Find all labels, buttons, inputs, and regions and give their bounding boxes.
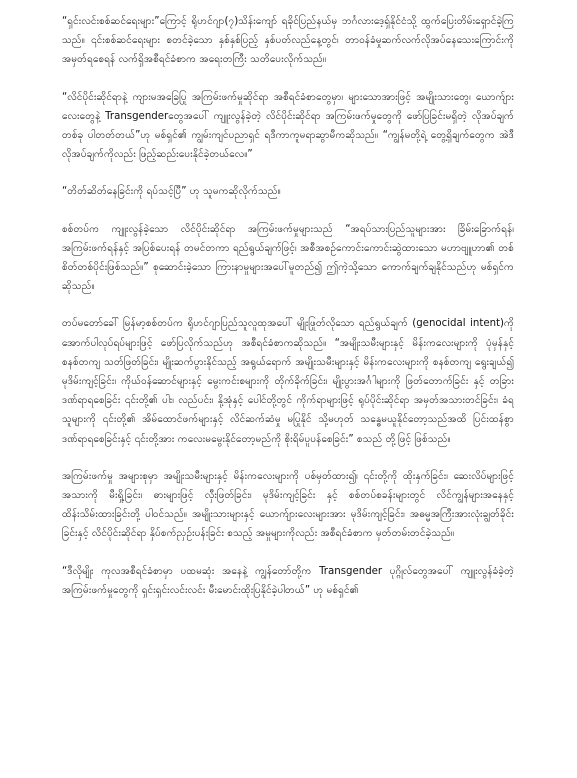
paragraph-3: “တိတ်ဆိတ်နေခြင်းကို ရပ်သင့်ပြီ” ဟု သူမကဆိုလိုက်သည်။ — [62, 186, 281, 198]
paragraph-4: စစ်တပ်က ကျူးလွန်ခဲ့သော လိင်ပိုင်းဆိုင်ရာ အကြမ်းဖက်မှုများသည် “အရပ်သားပြည်သူများအား ခြိမ်းခြောက်ရန်၊ အကြမ်းဖက်ရန်နှင့် အပြစ်ပေးရန် တမင်တကာ ရည်ရွယ်ချက်ဖြင့်၊ အစီအစဉ်ကောင်းကောင်းဆွဲထားသော မဟာဗျူဟာ၏ တစ်စိတ်တစ်ပိုင်းဖြစ်သည်။” စုဆောင်းခဲ့သော ကြားနာမှုများအပေါ်မူတည်၍ ဤကဲ့သို့သော ကောက်ချက်ချနိုင်သည်ဟု မစ်ရှင်ကဆိုသည်။ — [62, 223, 514, 293]
paragraph-6: အကြမ်းဖက်မှု အများစုမှာ အမျိုးသမီးများနှင့် မိန်းကလေးများကို ပစ်မှတ်ထား၍၊ ၎င်းတို့ကို ထိုးနှက်ခြင်း၊ ဆေးလိပ်များဖြင့် အသားကို မီးရှို့ခြင်း၊ ဓားများဖြင့် လှီးဖြတ်ခြင်း၊ မုဒိမ်းကျင့်ခြင်း နှင့် စစ်တပ်စခန်းများတွင် လိင်ကျွန်များအနေနှင့် ထိန်းသိမ်းထားခြင်းတို့ ပါဝင်သည်။ အမျိုးသားများနှင့် ယောက်ျားလေးများအား မုဒိမ်းကျင့်ခြင်း၊ အဓမ္မအကြီးအားလုံးချွတ်ခိုင်းခြင်းနှင့် လိင်ပိုင်းဆိုင်ရာ နှိပ်စက်ညှဉ်းပန်းခြင်း စသည့် အမှုများကိုလည်း အစီရင်ခံစာက မှတ်တမ်းတင်ခဲ့သည်။ — [62, 470, 514, 540]
document-page — [62, 12, 514, 772]
paragraph-2: “လိင်ပိုင်းဆိုင်ရာနဲ့ ကျားမအခြေပြု အကြမ်းဖက်မှုဆိုင်ရာ အစီရင်ခံစာတွေမှာ၊ များသောအားဖြင့် အမျိုးသားတွေ၊ ယောက်ျားလေးတွေနဲ့ Transgenderတွေအပေါ် ကျူးလွန်ခဲ့တဲ့ လိင်ပိုင်းဆိုင်ရာ အကြမ်းဖက်မှုတွေကို ဖော်ပြခြင်းမရှိတဲ့ လိုအပ်ချက်တစ်ခု ပါတတ်တယ်”ဟု မစ်ရှင်၏ ကျွမ်းကျင်ပညာရှင် ရဒီကာကူမရာဆွာမီကဆိုသည်။ “ကျွန်မတို့ရဲ့ တွေ့ရှိချက်တွေက အဲဒီလိုအပ်ချက်ကိုလည်း ဖြည့်ဆည်းပေးနိုင်ခဲ့တယ်လေ။” — [62, 91, 514, 161]
paragraph-1: “ရှင်းလင်းစစ်ဆင်ရေးများ”ကြောင့် ရိုဟင်ဂျာ(၇)သိန်းကျော် ရခိုင်ပြည်နယ်မှ ဘင်္ဂလားဒေ့ရှ်နိုင်ငံသို့ ထွက်ပြေးတိမ်းရှောင်ခဲ့ကြသည်။ ၎င်းစစ်ဆင်ရေးများ စတင်ခဲ့သော နှစ်နှစ်ပြည့် နှစ်ပတ်လည်နေ့တွင်၊ တာဝန်ခံမှုဆက်လက်လိုအပ်နေသေးကြောင်းကို အမှတ်ရစေရန် လက်ရှိအစီရင်ခံစာက အရေးတကြီး သတိပေးလိုက်သည်။ — [62, 16, 514, 66]
paragraph-7: “ဒီလိုမျိုး ကုလအစီရင်ခံစာမှာ ပထမဆုံး အနေနဲ့ ကျွန်တော်တို့က Transgender ပုဂ္ဂိုလ်တွေအပေါ် ကျူးလွန်ခံခဲ့တဲ့ အကြမ်းဖက်မှုတွေကို ရှင်းရှင်းလင်းလင်း မီးမောင်းထိုးပြနိုင်ခဲ့ပါတယ်” ဟု မစ်ရှင်၏ — [62, 565, 514, 596]
paragraph-5: တပ်မတော်ခေါ် မြန်မာ့စစ်တပ်က ရိုဟင်ဂျာပြည်သူလူထုအပေါ် မျိုးဖြုတ်လိုသော ရည်ရွယ်ချက် (genocidal intent)ကို အောက်ပါလုပ်ရပ်များဖြင့် ဖော်ပြလိုက်သည်ဟု အစီရင်ခံစာကဆိုသည်။ “အမျိုးသမီးများနှင့် မိန်းကလေးများကို ပုံမှန်နှင့် စနစ်တကျ သတ်ဖြတ်ခြင်း၊ မျိုးဆက်ပွားနိုင်သည့် အရွယ်ရောက် အမျိုးသမီးများနှင့် မိန်းကလေးများကို စနစ်တကျ ရွေးချယ်၍ မုဒိမ်းကျင့်ခြင်း၊ ကိုယ်ဝန်ဆောင်များနှင့် မွေးကင်းစများကို တိုက်ခိုက်ခြင်း၊ မျိုးပွားအင်္ဂါများကို ဖြတ်တောက်ခြင်း နှင့် တခြားဒဏ်ရာရစေခြင်း ၎င်းတို့၏ ပါး၊ လည်ပင်း၊ နို့အုံနှင့် ပေါင်တို့တွင် ကိုက်ရာများဖြင့် ရုပ်ပိုင်းဆိုင်ရာ အမှတ်အသားတင်ခြင်း၊ ခံရသူများကို ၎င်းတို့၏ အိမ်ထောင်ဖက်များနှင့် လိင်ဆက်ဆံမှု မပြုနိုင် သို့မဟုတ် သန္ဓေမယူနိုင်တော့သည်အထိ ပြင်းထန်စွာဒဏ်ရာရစေခြင်းနှင့် ၎င်းတို့အား ကလေးမမွေးနိုင်တော့မည်ကို စိုးရိမ်ပူပန်စေခြင်း” စသည် တို့ဖြင့် ဖြစ်သည်။ — [62, 318, 514, 445]
